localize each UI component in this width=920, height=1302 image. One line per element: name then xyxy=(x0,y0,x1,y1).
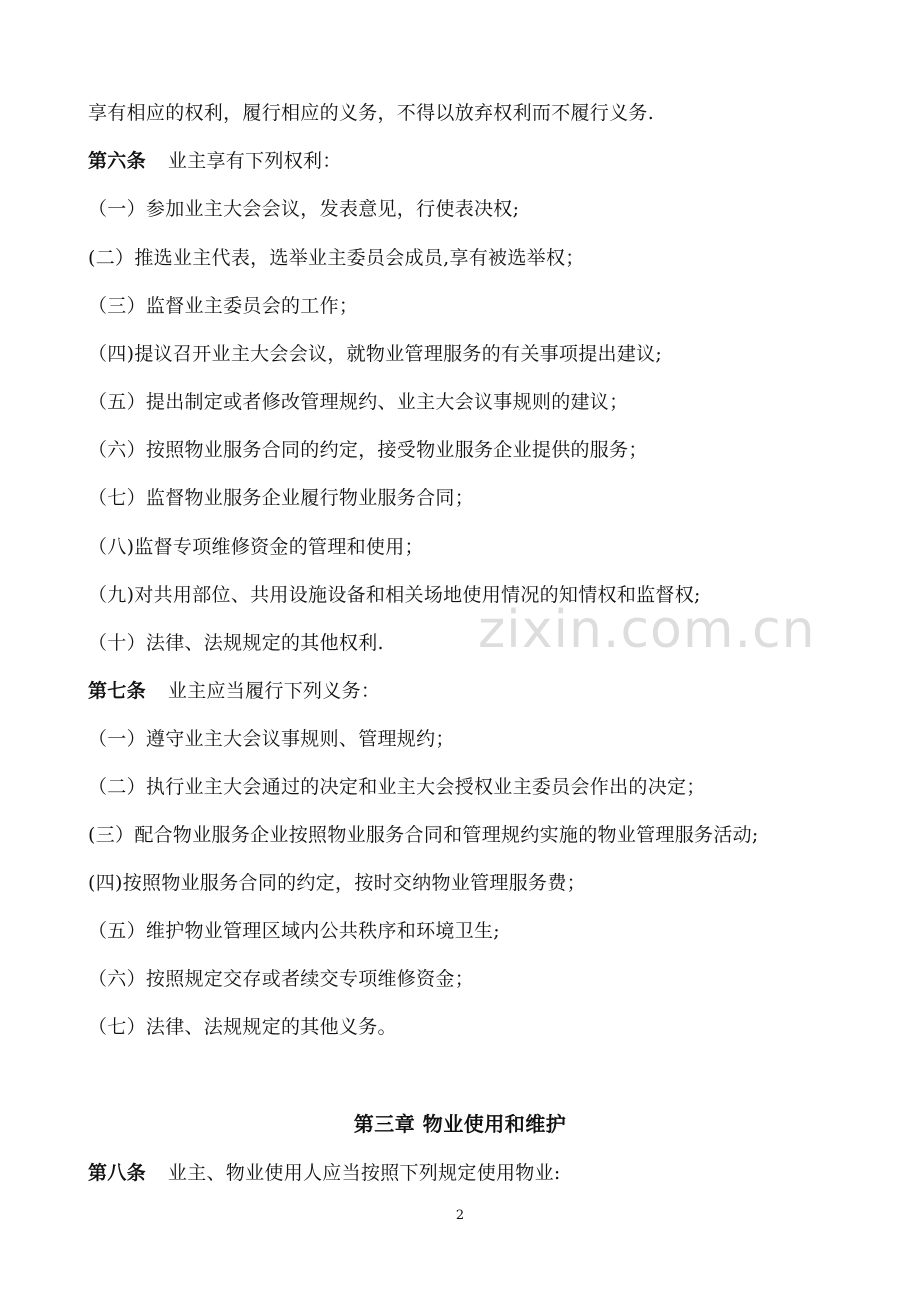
article-7-line xyxy=(88,678,380,704)
list-item: （二）执行业主大会通过的决定和业主大会授权业主委员会作出的决定； xyxy=(88,776,706,798)
page-number: 2 xyxy=(455,1208,465,1223)
list-item: （六）按照规定交存或者续交专项维修资金； xyxy=(88,968,475,990)
article-7-text: 业主应当履行下列义务： xyxy=(167,680,381,702)
list-item: （八)监督专项维修资金的管理和使用； xyxy=(88,536,424,558)
article-8-heading: 第八条 xyxy=(88,1162,146,1184)
list-item: (三）配合物业服务企业按照物业服务合同和管理规约实施的物业管理服务活动; xyxy=(88,824,759,846)
article-7-heading: 第七条 xyxy=(88,680,146,702)
list-item: （五）提出制定或者修改管理规约、业主大会议事规则的建议； xyxy=(88,391,629,413)
article-6-line xyxy=(88,148,342,174)
watermark: zixin.com.cn xyxy=(478,600,816,660)
list-item: （一）遵守业主大会议事规则、管理规约； xyxy=(88,728,455,750)
article-8-line xyxy=(88,1160,561,1186)
list-item: （七）法律、法规规定的其他义务。 xyxy=(88,1016,397,1038)
article-6-text: 业主享有下列权利： xyxy=(167,150,342,172)
article-8-text: 业主、物业使用人应当按照下列规定使用物业: xyxy=(167,1162,561,1184)
chapter-title: 第三章 物业使用和维护 xyxy=(353,1112,567,1136)
list-item: (二）推选业主代表，选举业主委员会成员,享有被选举权； xyxy=(88,247,585,269)
paragraph-line: 享有相应的权利，履行相应的义务，不得以放弃权利而不履行义务. xyxy=(88,102,655,124)
list-item: （四)提议召开业主大会会议，就物业管理服务的有关事项提出建议; xyxy=(88,343,663,365)
list-item: （一）参加业主大会会议，发表意见，行使表决权; xyxy=(88,198,520,220)
list-item: （六）按照物业服务合同的约定，接受物业服务企业提供的服务； xyxy=(88,439,648,461)
list-item: （五）维护物业管理区域内公共秩序和环境卫生; xyxy=(88,920,501,942)
list-item: (四)按照物业服务合同的约定，按时交纳物业管理服务费； xyxy=(88,872,586,894)
article-6-heading: 第六条 xyxy=(88,150,146,172)
list-item: （七）监督物业服务企业履行物业服务合同； xyxy=(88,487,475,509)
list-item: （十）法律、法规规定的其他权利. xyxy=(88,632,384,654)
list-item: （三）监督业主委员会的工作； xyxy=(88,295,359,317)
list-item: （九)对共用部位、共用设施设备和相关场地使用情况的知情权和监督权; xyxy=(88,584,701,606)
